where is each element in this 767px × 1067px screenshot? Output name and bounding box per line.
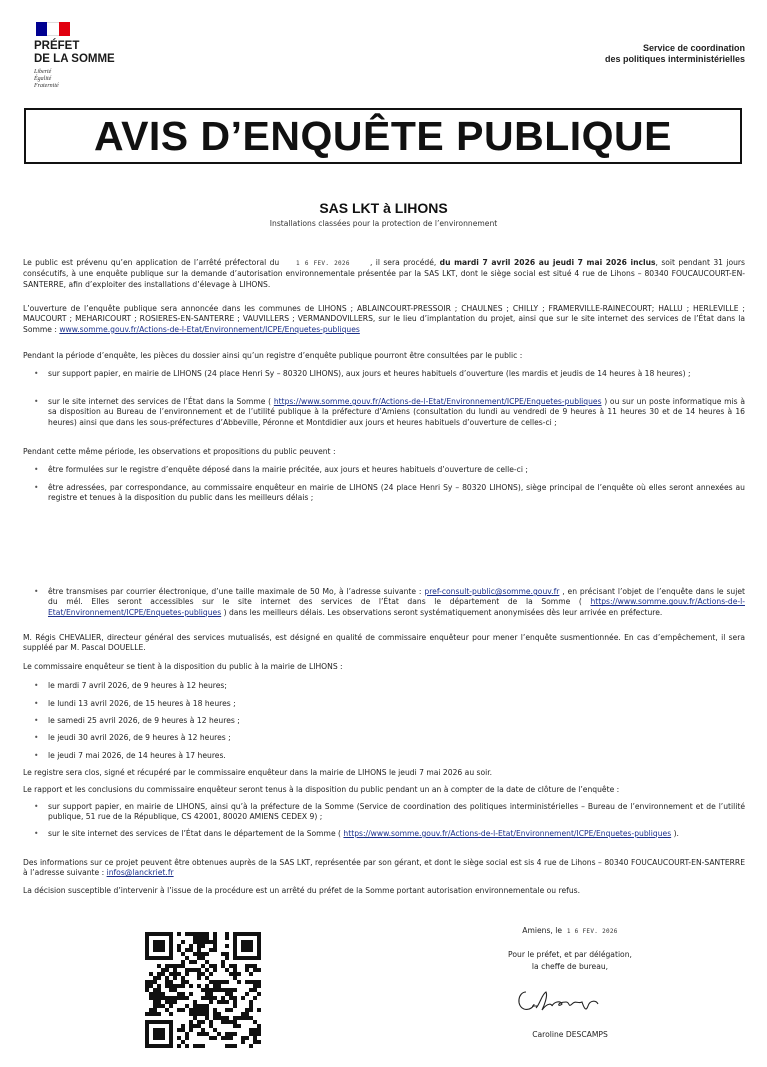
- consult-email-link[interactable]: pref-consult-public@somme.gouv.fr: [424, 587, 560, 596]
- intro-text-c: , soit pendant 31 jours consécutifs, à une enquête publique sur la demande d’autorisation environnementale présentée par la SAS LKT, dont le siège social est situé 4 rue de Lihons – 80340 FOUCAUCOURT-EN-SANTERRE, afin d’exploiter des installations d’élevage à LIHONS.: [23, 258, 745, 289]
- list-item: [34, 465, 745, 475]
- rapport-lead: Le rapport et les conclusions du commissaire enquêteur seront tenus à la disposition du public pendant un an à compter de la date de clôture de l’enquête :: [23, 785, 620, 794]
- commissaire-paragraph: M. Régis CHEVALIER, directeur général des services mutualisés, est désigné en qualité de commissaire enquêteur pour mener l’enquête susmentionnée. En cas d’empêchement, il sera suppléé par M. Pascal DOUELLE.: [23, 633, 745, 653]
- signature-line1: Pour le préfet, et par délégation,: [508, 950, 632, 959]
- prefet-line1: PRÉFET: [34, 40, 80, 52]
- bullet-icon: •: [34, 681, 39, 690]
- service-line1: Service de coordination: [642, 43, 745, 53]
- somme-gouv-link[interactable]: https://www.somme.gouv.fr/Actions-de-l-Etat/Environnement/ICPE/Enquetes-publiques: [273, 397, 602, 406]
- list-item: [34, 681, 745, 691]
- somme-gouv-link[interactable]: www.somme.gouv.fr/Actions-de-l-Etat/Environnement/ICPE/Enquetes-publiques: [59, 324, 360, 334]
- bullet-icon: •: [34, 397, 39, 406]
- bullet-icon: •: [34, 465, 39, 474]
- bullet-icon: •: [34, 699, 39, 708]
- service-line2: des politiques interministérielles: [604, 54, 745, 64]
- permanence-date: le jeudi 30 avril 2026, de 9 heures à 12 heures ;: [48, 733, 231, 742]
- republic-motto: [34, 69, 94, 90]
- bullet-icon: •: [34, 802, 39, 811]
- communes-text: L’ouverture de l’enquête publique sera annoncée dans les communes de LIHONS ; ABLAINCOURT-PRESSOIR ; CHAULNES ; CHILLY ; FRAMERVILLE-RAINECOURT; HALLU ; HERLEVILLE ; MAUCOURT ; MEHARICOURT ; ROSIERES-EN-SANTERRE ; VAUVILLERS ; VERMANDOVILLERS, sur le lieu d’implantation du projet, ainsi que sur le site internet des services de l’État dans la Somme :: [23, 304, 745, 334]
- list-item: [34, 483, 745, 504]
- intro-dates: du mardi 7 avril 2026 au jeudi 7 mai 2026 inclus: [439, 258, 656, 267]
- observation-registre-text: être formulées sur le registre d’enquête déposé dans la mairie précitée, aux jours et heures habituels d’ouverture de celle-ci ;: [48, 465, 528, 474]
- somme-gouv-link[interactable]: https://www.somme.gouv.fr/Actions-de-l-Etat/Environnement/ICPE/Enquetes-publiques: [48, 597, 745, 617]
- permanence-date: le jeudi 7 mai 2026, de 14 heures à 17 heures.: [48, 751, 226, 760]
- motto-fraternite: Fraternité: [34, 83, 59, 89]
- list-item: [34, 587, 745, 618]
- bullet-icon: •: [34, 751, 39, 760]
- prefet-logo-text: [34, 40, 154, 66]
- page-title: AVIS D’ENQUÊTE PUBLIQUE: [94, 112, 672, 159]
- date-stamp: 1 6 FEV. 2026: [566, 928, 618, 935]
- list-item: [34, 716, 745, 726]
- prefet-line2: DE LA SOMME: [34, 53, 115, 65]
- observation-email-text-a: être transmises par courrier électronique, d’une taille maximale de 50 Mo, à l’adresse suivante :: [48, 587, 425, 596]
- bullet-icon: •: [34, 733, 39, 742]
- bullet-icon: •: [34, 829, 39, 838]
- intro-text-b: , il sera procédé,: [369, 258, 440, 267]
- rapport-web-text-b: ).: [671, 829, 679, 838]
- permanence-date: le lundi 13 avril 2026, de 15 heures à 18 heures ;: [48, 699, 236, 708]
- somme-gouv-link[interactable]: https://www.somme.gouv.fr/Actions-de-l-Etat/Environnement/ICPE/Enquetes-publiques: [343, 829, 672, 838]
- consult-web-text-a: sur le site internet des services de l’État dans la Somme (: [48, 397, 274, 406]
- subsubtitle: Installations classées pour la protection de l’environnement: [269, 219, 498, 228]
- permanences-lead: Le commissaire enquêteur se tient à la disposition du public à la mairie de LIHONS :: [23, 662, 343, 671]
- intro-text-a: Le public est prévenu qu’en application de l’arrêté préfectoral du: [23, 258, 280, 267]
- consult-lead: Pendant la période d’enquête, les pièces du dossier ainsi qu’un registre d’enquête publique pourront être consultées par le public :: [23, 351, 523, 360]
- intro-paragraph: [23, 258, 745, 290]
- decision-paragraph: La décision susceptible d’intervenir à l’issue de la procédure est un arrêté du préfet de la Somme portant autorisation environnementale ou refus.: [23, 886, 581, 895]
- handwritten-signature: [512, 982, 612, 1018]
- signature-place-date: [470, 926, 670, 935]
- signatory-name: Caroline DESCAMPS: [532, 1030, 608, 1039]
- consult-web-text-b: ) ou sur un poste informatique mis à sa disposition au Bureau de l’environnement et de l’utilité publique à la préfecture d’Amiens (consultation du lundi au vendredi de 9 heures à 11 heures 30 et de 14 heures à 16 heures) ainsi que dans les sous-préfectures d’Abbeville, Péronne et Montdidier aux jours et heures habituels d’ouverture de celles-ci ;: [48, 397, 745, 427]
- registre-paragraph: Le registre sera clos, signé et récupéré par le commissaire enquêteur dans la mairie de LIHONS le jeudi 7 mai 2026 au soir.: [23, 768, 493, 777]
- rapport-paper-text: sur support papier, en mairie de LIHONS, ainsi qu’à la préfecture de la Somme (Service de coordination des politiques interministérielles – Bureau de l’environnement et de l’utilité publique, 51 rue de la République, CS 42001, 80020 AMIENS CEDEX 9) ;: [48, 802, 745, 822]
- motto-liberte: Liberté: [34, 69, 52, 75]
- service-heading: [505, 43, 745, 65]
- consult-paper-text: sur support papier, en mairie de LIHONS (24 place Henri Sy – 80320 LIHONS), aux jours et heures habituels d’ouverture (les mardis et jeudis de 14 heures à 18 heures) ;: [48, 369, 691, 378]
- permanence-date: le samedi 25 avril 2026, de 9 heures à 12 heures ;: [48, 716, 240, 725]
- observations-lead: Pendant cette même période, les observations et propositions du public peuvent :: [23, 447, 336, 456]
- list-item: [34, 397, 745, 428]
- signature-line2: la cheffe de bureau,: [531, 962, 609, 971]
- list-item: [34, 829, 745, 839]
- permanence-date: le mardi 7 avril 2026, de 9 heures à 12 heures;: [48, 681, 227, 690]
- bullet-icon: •: [34, 587, 39, 596]
- page-title-box: [24, 108, 742, 164]
- lanckriet-email-link[interactable]: infos@lanckriet.fr: [106, 868, 174, 878]
- infos-paragraph: [23, 858, 745, 879]
- republic-flag-logo: [36, 22, 70, 36]
- signature-place: Amiens, le: [522, 926, 563, 935]
- list-item: [34, 802, 745, 823]
- communes-paragraph: [23, 304, 745, 335]
- observation-email-text-c: ) dans les meilleurs délais. Les observations seront systématiquement anonymisées dès leur arrivée en préfecture.: [221, 607, 663, 617]
- list-item: [34, 369, 745, 379]
- qr-code[interactable]: [145, 931, 261, 1049]
- motto-egalite: Égalité: [34, 76, 52, 82]
- subtitle: SAS LKT à LIHONS: [319, 200, 448, 216]
- date-stamp: 1 6 FEV. 2026: [296, 260, 350, 267]
- list-item: [34, 733, 745, 743]
- observation-courrier-text: être adressées, par correspondance, au commissaire enquêteur en mairie de LIHONS (24 place Henri Sy – 80320 LIHONS), siège principal de l’enquête où elles seront annexées au registre et tenues à la disposition du public dans les meilleurs délais ;: [48, 483, 745, 503]
- rapport-web-text-a: sur le site internet des services de l’État dans le département de la Somme (: [48, 829, 344, 838]
- infos-text: Des informations sur ce projet peuvent être obtenues auprès de la SAS LKT, représentée par son gérant, et dont le siège social est sis 4 rue de Lihons – 80340 FOUCAUCOURT-EN-SANTERRE à l’adresse suivante :: [23, 858, 745, 878]
- bullet-icon: •: [34, 716, 39, 725]
- list-item: [34, 699, 745, 709]
- list-item: [34, 751, 745, 761]
- bullet-icon: •: [34, 369, 39, 378]
- bullet-icon: •: [34, 483, 39, 492]
- observation-email-text-b: , en précisant l’objet de l’enquête dans le sujet du mél. Elles seront accessibles sur le site internet des services de l’État dans le département de la Somme (: [48, 587, 745, 607]
